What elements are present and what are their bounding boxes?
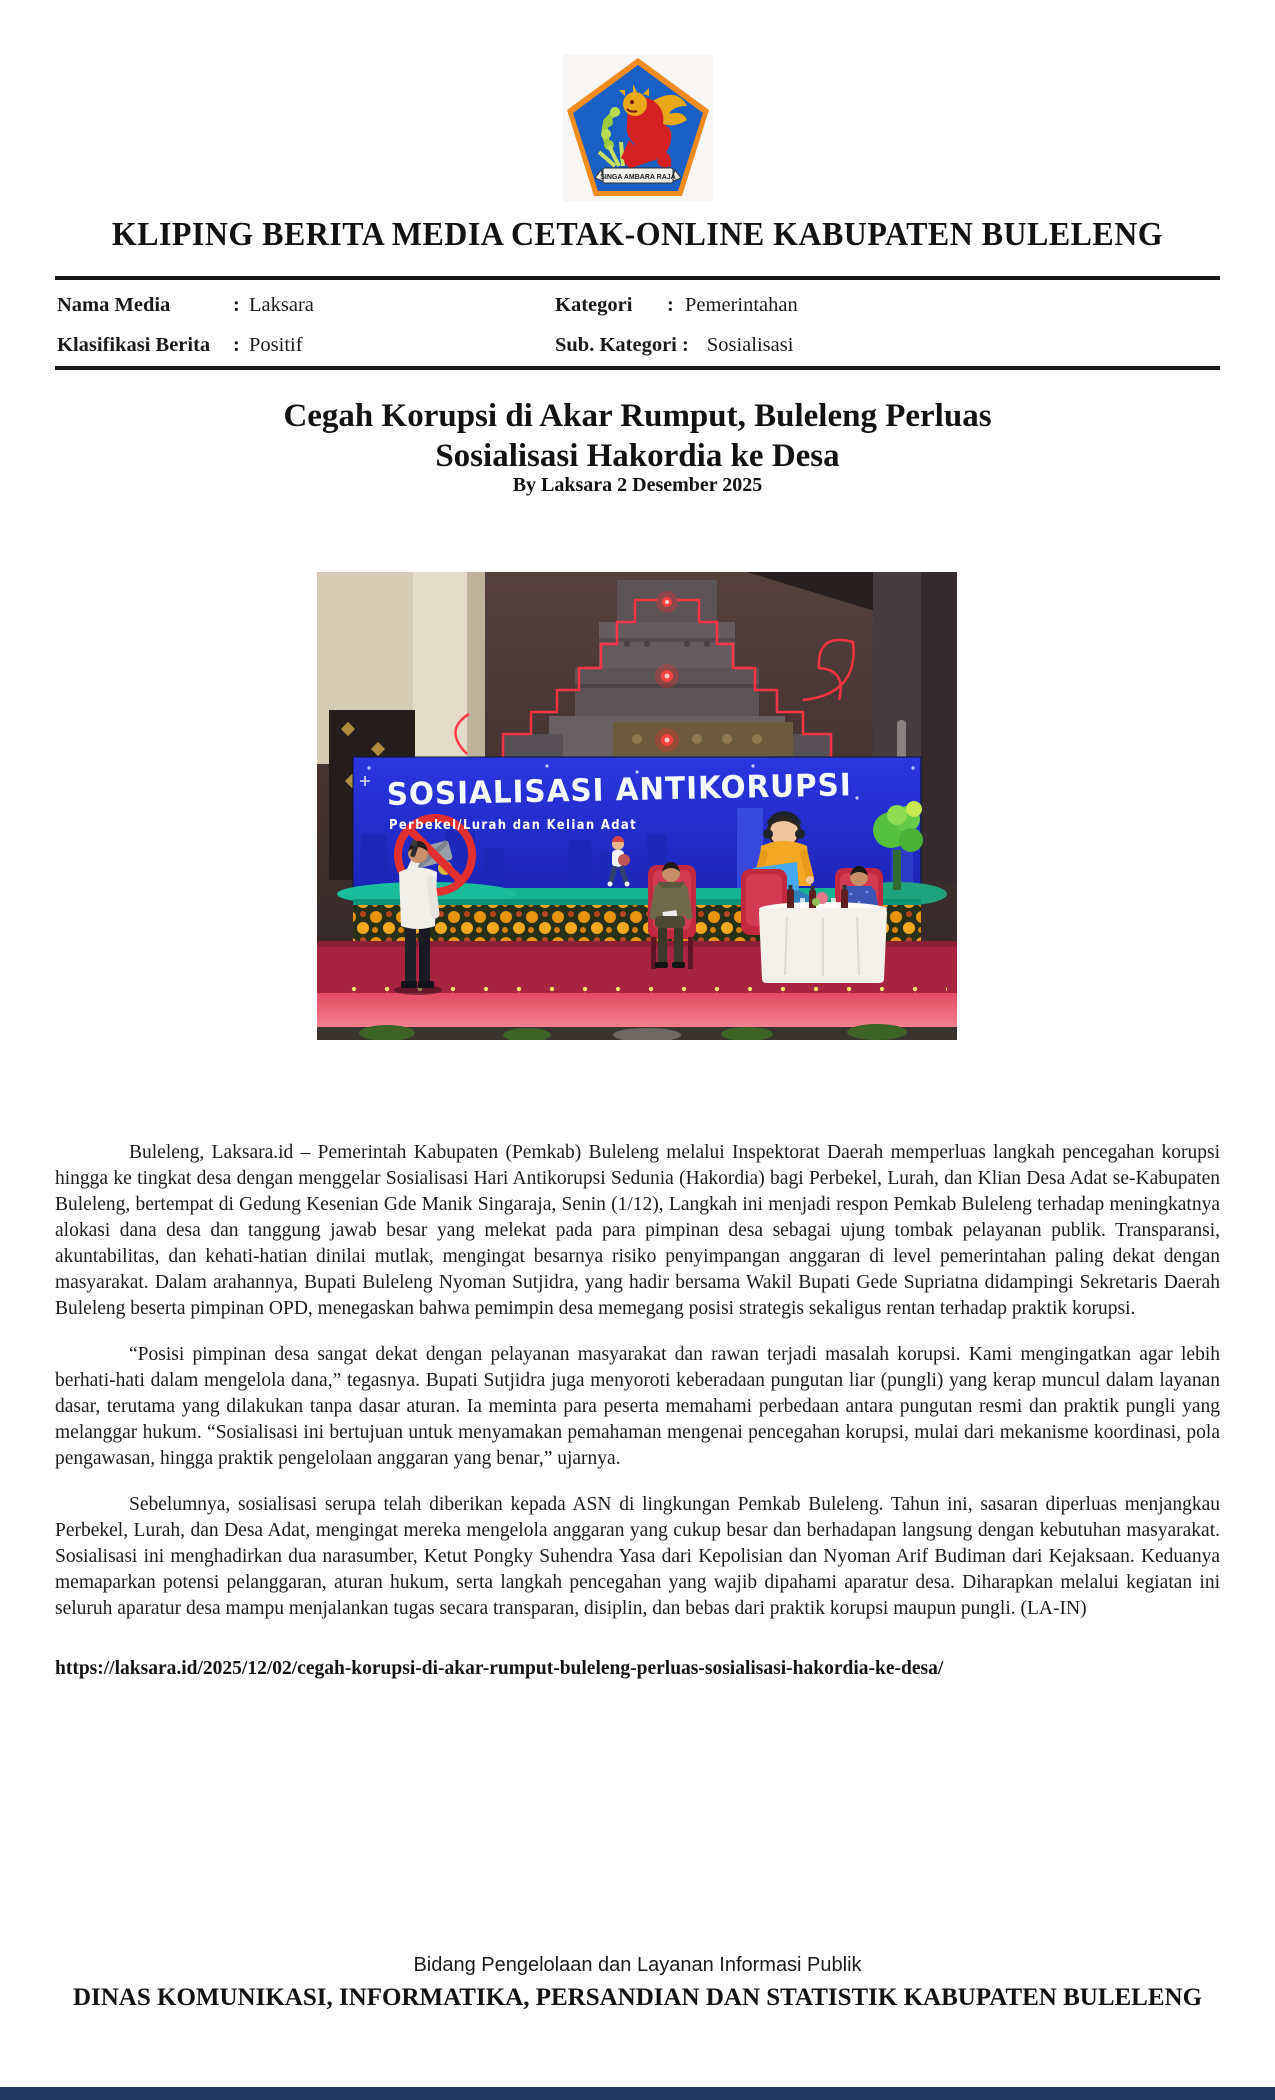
screen-title-text: SOSIALISASI ANTIKORUPSI [386,766,877,813]
kategori-value: Pemerintahan [685,293,798,316]
headline-line-1: Cegah Korupsi di Akar Rumput, Buleleng Perluas [283,398,992,434]
document-title: KLIPING BERITA MEDIA CETAK-ONLINE KABUPATEN BULELENG [111,216,1164,253]
article-paragraph: “Posisi pimpinan desa sangat dekat dengan pelayanan masyarakat dan rawan terjadi masalah korupsi. Kami mengingatkan agar lebih berhati-hati dalam mengelola dana,” tegasnya. Bupati Sutjidra juga menyoroti keberadaan pungutan liar (pungli) yang kerap muncul dalam layanan dasar, terutama yang dilakukan tanpa dasar aturan. Ia meminta para peserta memahami perbedaan antara pungutan resmi dan praktik pungli yang melanggar hukum. “Sosialisasi ini bertujuan untuk menyamakan pemahaman mengenai pencegahan korupsi, mulai dari mekanisme koordinasi, pola pengawasan, hingga praktik pengelolaan anggaran yang benar,” ujarnya. [55,1344,1220,1469]
klasifikasi-value: Positif [249,333,303,356]
headline-line-2: Sosialisasi Hakordia ke Desa [435,438,840,474]
article-body [55,1140,1220,1682]
article-headline [0,396,1275,476]
colon-separator: : [233,333,240,356]
footer-accent-bar [0,2087,1275,2100]
article-photo [317,572,957,1040]
sub-kategori-value: Sosialisasi [706,333,794,356]
article-byline: By Laksara 2 Desember 2025 [512,474,763,496]
footer-agency-line: DINAS KOMUNIKASI, INFORMATIKA, PERSANDIAN DAN STATISTIK KABUPATEN BULELENG [72,1984,1203,2011]
colon-separator: : [667,293,674,316]
metadata-divider [55,366,1220,370]
header-divider [55,276,1220,280]
singa-ambara-raja-icon [563,54,713,202]
nama-media-label: Nama Media [57,293,171,316]
klasifikasi-label: Klasifikasi Berita [57,333,211,356]
colon-separator: : [233,293,240,316]
article-paragraph: Sebelumnya, sosialisasi serupa telah diberikan kepada ASN di lingkungan Pemkab Buleleng. Tahun ini, sasaran diperluas menjangkau Perbekel, Lurah, dan Desa Adat, mengingat mereka mengelola anggaran yang cukup besar dan berhadapan langsung dengan kebutuhan masyarakat. Sosialisasi ini menghadirkan dua narasumber, Ketut Pongky Suhendra Yasa dari Kepolisian dan Nyoman Arif Budiman dari Kejaksaan. Keduanya memaparkan potensi pelanggaran, aturan hukum, serta langkah pencegahan yang wajib dipahami aparatur desa. Diharapkan melalui kegiatan ini seluruh aparatur desa mampu menjalankan tugas secara transparan, disiplin, dan bebas dari praktik korupsi maupun pungli. (LA-IN) [55,1494,1220,1619]
metadata-row [57,285,1218,325]
article-paragraph: Buleleng, Laksara.id – Pemerintah Kabupaten (Pemkab) Buleleng melalui Inspektorat Daerah memperluas langkah pencegahan korupsi hingga ke tingkat desa dengan menggelar Sosialisasi Hari Antikorupsi Sedunia (Hakordia) bagi Perbekel, Lurah, dan Klian Desa Adat se-Kabupaten Buleleng, bertempat di Gedung Kesenian Gde Manik Singaraja, Senin (1/12), Langkah ini menjadi respon Pemkab Buleleng terhadap meningkatnya alokasi dana desa dan tanggung jawab besar yang melekat pada para pimpinan desa sebagai ujung tombak pelayanan publik. Transparansi, akuntabilitas, dan kehati-hatian dinilai mutlak, mengingat besarnya risiko penyimpangan anggaran di level pemerintahan paling dekat dengan masyarakat. Dalam arahannya, Bupati Buleleng Nyoman Sutjidra, yang hadir bersama Wakil Bupati Gede Supriatna didampingi Sekretaris Daerah Buleleng beserta pimpinan OPD, menegaskan bahwa pemimpin desa memegang posisi strategis sekaligus rentan terhadap praktik korupsi. [55,1142,1220,1319]
footer-department-line: Bidang Pengelolaan dan Layanan Informasi Publik [413,1954,862,1976]
source-url-link[interactable]: https://laksara.id/2025/12/02/cegah-korupsi-di-akar-rumput-buleleng-perluas-sosialisasi-hakordia-ke-desa/ [55,1658,944,1679]
logo-banner-text: SINGA AMBARA RAJA [599,174,676,181]
sub-kategori-label: Sub. Kategori : [555,333,689,356]
metadata-row [57,325,1218,365]
nama-media-value: Laksara [249,293,314,316]
screen-subtitle-text: Perbekel/Lurah dan Kelian Adat [389,818,637,833]
metadata-table [57,285,1218,365]
buleleng-coat-of-arms-logo [563,54,713,207]
stage-photo-illustration [317,572,957,1040]
kategori-label: Kategori [555,293,633,316]
